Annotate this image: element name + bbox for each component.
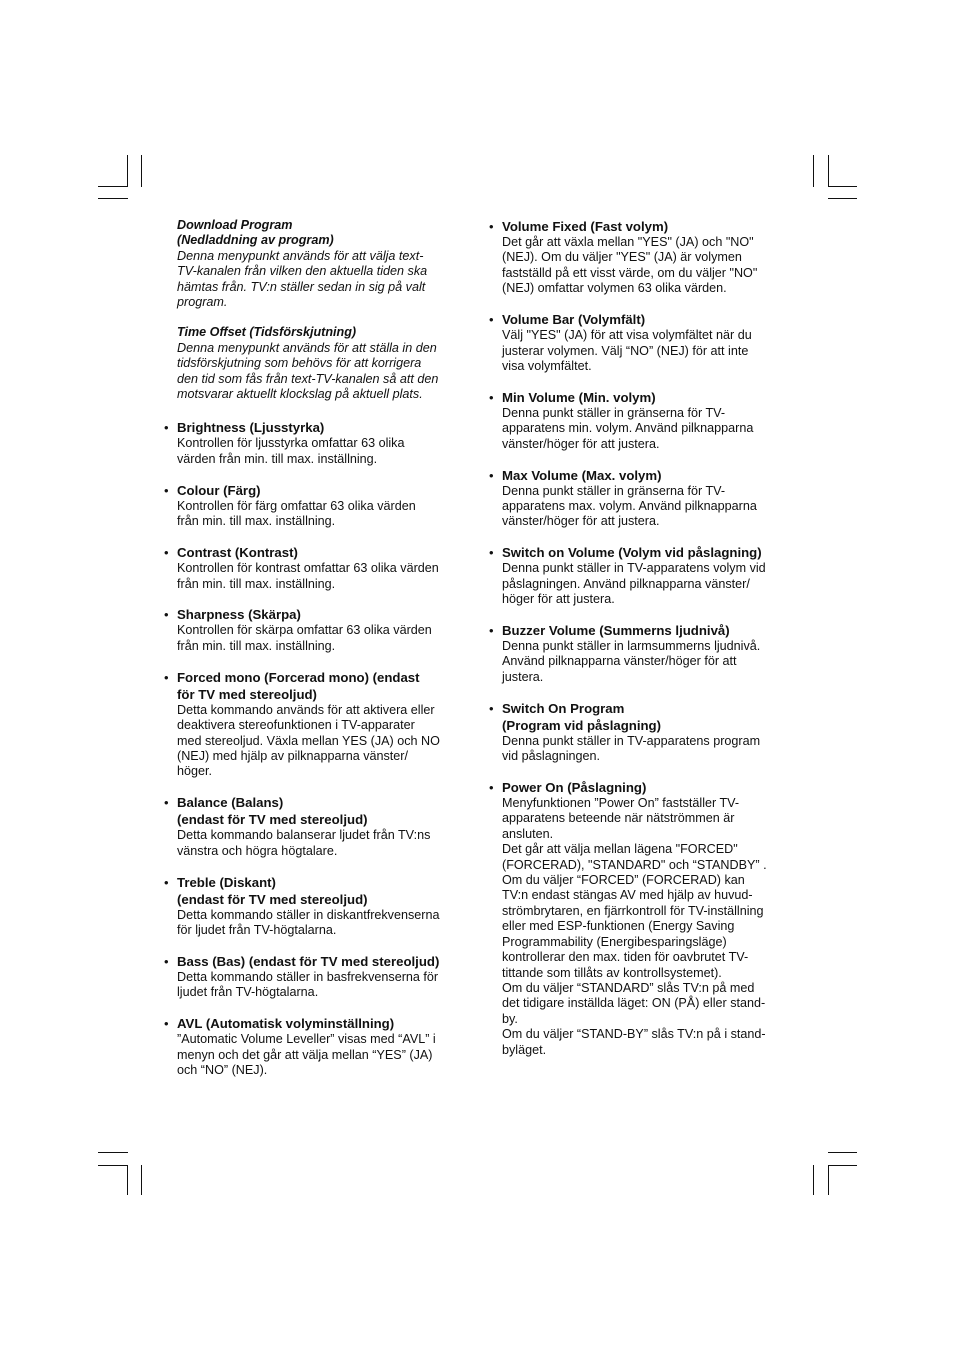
bullet-icon: • — [489, 312, 494, 328]
section-title: Time Offset (Tidsförskjutning) — [177, 325, 357, 340]
bullet-icon: • — [489, 780, 494, 796]
section-title: Download Program (Nedladdning av program) — [177, 218, 334, 248]
section-body: Denna menypunkt används för att välja text- TV-kanalen från vilken den aktuella tiden ska hämtas från. TV:n ställer sedan in sig på valt program. — [177, 248, 428, 310]
bullet-icon: • — [164, 1016, 169, 1032]
bullet-icon: • — [164, 874, 169, 890]
bullet-icon: • — [164, 420, 169, 436]
list-item-volume-bar: • Volume Bar (Volymfält) Välj "YES" (JA) för att visa volymfältet när du justerar volymen. Välj “NO” (NEJ) för att inte visa volymfältet. — [489, 312, 752, 373]
left-column — [164, 218, 467, 1093]
list-item-brightness: • Brightness (Ljusstyrka) Kontrollen för ljusstyrka omfattar 63 olika värden från min. till max. inställning. — [164, 420, 405, 466]
bullet-icon: • — [164, 545, 169, 561]
bullet-icon: • — [489, 219, 494, 234]
list-item-buzzer-volume: • Buzzer Volume (Summerns ljudnivå) Denna punkt ställer in larmsummerns ljudnivå. Använd pilknapparna vänster/höger för att justera. — [489, 623, 761, 684]
bullet-icon: • — [489, 700, 494, 716]
bullet-icon: • — [489, 545, 494, 561]
list-item-contrast: • Contrast (Kontrast) Kontrollen för kontrast omfattar 63 olika värden från min. till max. inställning. — [164, 545, 439, 591]
list-item-volume-fixed: • Volume Fixed (Fast volym) Det går att växla mellan "YES" (JA) och "NO" (NEJ). Om du väljer "YES" (JA) är volymen fastställd på ett visst värde, om du väljer "NO" (NEJ) omfattar volymen 63 olika värden. — [489, 219, 758, 296]
list-item-switch-on-program: • Switch On Program (Program vid påslagning) Denna punkt ställer in TV-apparatens program vid påslagningen. — [489, 700, 761, 764]
download-program-section — [177, 218, 467, 310]
list-item-switch-on-volume: • Switch on Volume (Volym vid påslagning) Denna punkt ställer in TV-apparatens volym vid påslagningen. Använd pilknapparna vänster/ höger för att justera. — [489, 545, 766, 607]
list-item-max-volume: • Max Volume (Max. volym) Denna punkt ställer in gränserna för TV- apparatens max. volym. Använd pilknapparna vänster/höger för att justera. — [489, 467, 757, 529]
list-item-colour: • Colour (Färg) Kontrollen för färg omfattar 63 olika värden från min. till max. inställning. — [164, 482, 416, 529]
bullet-icon: • — [164, 953, 169, 969]
list-item-treble: • Treble (Diskant) (endast för TV med stereoljud) Detta kommando ställer in diskantfrekvenserna för ljudet från TV-högtalarna. — [164, 874, 440, 937]
section-body: Denna menypunkt används för att ställa in den tidsförskjutning som behövs för att korrigera den tid som fås från text-TV-kanalen så att den motsvarar aktuellt klockslag på aktuell plats. — [177, 340, 439, 402]
right-column — [489, 218, 794, 1072]
list-item-power-on: • Power On (Påslagning) Menyfunktionen ”Power On” fastställer TV- apparatens beteende när nätströmmen är ansluten. Det går att välja mellan lägena "FORCED" (FORCERAD), "STANDARD" och “STANDBY” . Om du väljer “FORCED” (FORCERAD) kan TV:n endast stängas AV med hjälp av huvud- strömbrytaren, en fjärrkontroll för TV-inställning eller med ESP-funktionen (Energy Saving Programmability (Energibesparingsläge) kontrollerar den max. tiden för oavbrutet TV- tittande som tillåts av kontrollsystemet). Om du väljer “STANDARD” slås TV:n på med det tidigare inställda läget: ON (PÅ) eller stand- by. Om du väljer “STAND-BY” slås TV:n på i stand- byläget. — [489, 780, 767, 1057]
bullet-icon: • — [164, 607, 169, 623]
list-item-avl: • AVL (Automatisk volyminställning) ”Automatic Volume Leveller” visas med “AVL” i menyn och det går att välja mellan “YES” (JA) och “NO” (NEJ). — [164, 1016, 436, 1077]
time-offset-section — [177, 325, 467, 402]
bullet-icon: • — [489, 389, 494, 405]
bullet-icon: • — [164, 795, 169, 811]
list-item-sharpness: • Sharpness (Skärpa) Kontrollen för skärpa omfattar 63 olika värden från min. till max. inställning. — [164, 607, 432, 653]
bullet-icon: • — [164, 669, 169, 685]
list-item-forced-mono: • Forced mono (Forcerad mono) (endast för TV med stereoljud) Detta kommando används för att aktivera eller deaktivera stereofunktionen i TV-apparater med stereoljud. Växla mellan YES (JA) och NO (NEJ) med hjälp av pilknapparna vänster/ höger. — [164, 669, 440, 779]
list-item-min-volume: • Min Volume (Min. volym) Denna punkt ställer in gränserna för TV- apparatens min. volym. Använd pilknapparna vänster/höger för att justera. — [489, 389, 754, 451]
list-item-bass: • Bass (Bas) (endast för TV med stereoljud) Detta kommando ställer in basfrekvenserna för ljudet från TV-högtalarna. — [164, 953, 440, 1000]
bullet-icon: • — [164, 482, 169, 498]
bullet-icon: • — [489, 467, 494, 483]
list-item-balance: • Balance (Balans) (endast för TV med stereoljud) Detta kommando balanserar ljudet från TV:ns vänstra och högra högtalare. — [164, 795, 431, 858]
bullet-icon: • — [489, 623, 494, 638]
